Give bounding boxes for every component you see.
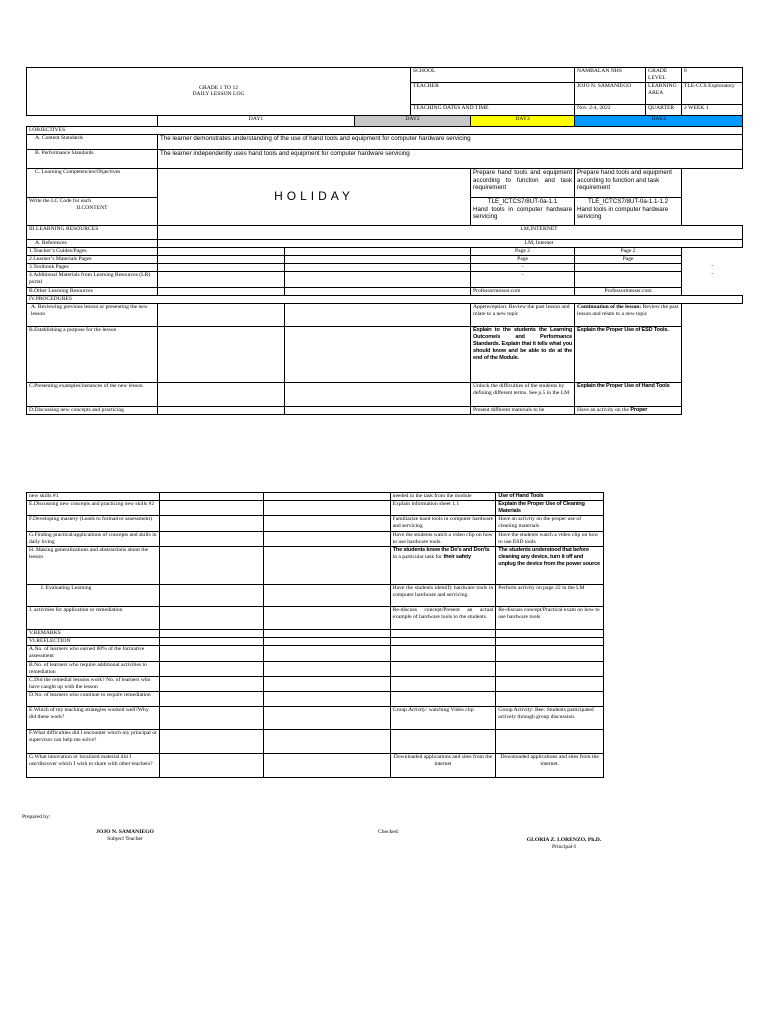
reflection-c-label: C.Did the remedial lessons work? No. of learners who have caught up with the lesson	[27, 676, 160, 691]
references-value: LM, Internet	[158, 239, 743, 247]
content-day4	[575, 197, 682, 225]
principal-role: Principal-I	[552, 844, 576, 851]
remarks-label: V.REMARKS	[27, 629, 160, 637]
log-title-line1: GRADE 1 TO 12	[198, 84, 239, 91]
dates-label: TEACHING DATES AND TIME	[411, 104, 575, 115]
mastery-day4: Have an activity on the proper use of cleaning materials	[496, 515, 604, 531]
resources-value: LM,INTERNET	[158, 225, 743, 239]
generalization-day3	[390, 546, 496, 584]
reflection-f-label: F.What difficulties did I encounter which my principal or supervisor can help me solve?	[27, 729, 160, 753]
performance-standards-label: B. Performance Standards	[27, 149, 158, 168]
examples-day3: Unlock the difficulties of the students by defining different terms. See p.5 in the LM	[471, 382, 575, 406]
review-day4	[575, 303, 682, 326]
tg-label: 1.Teacher’s Guides/Pages	[27, 247, 158, 255]
code-day4: TLE_ICTCS7/8UT-0a-1.1-1.2	[587, 197, 669, 205]
teacher-signature	[70, 829, 180, 844]
teacher-label: TEACHER	[411, 82, 575, 104]
dates-value: Nov. 2-4, 2022	[575, 104, 646, 115]
activities-day4: Re-discuss concept/Practical exam on how to use hardware tools	[496, 606, 604, 629]
purpose-label: B.Establishing a purpose for the lesson	[27, 326, 158, 382]
content-heading: II.CONTENT	[76, 204, 108, 211]
generalization-day3-text: in a particular task for	[392, 553, 443, 560]
reflection-g-label: G.What innovation or localized material did I use/discover which I wish to share with other teachers?	[27, 753, 160, 777]
reflection-e-label: E.Which of my teaching strategies worked well?Why did these work?	[27, 706, 160, 729]
quarter-value: 2 WEEK 1	[682, 104, 743, 115]
discuss2-day3: Explain information sheet 1.1	[390, 500, 496, 515]
day4-header: DAY4	[575, 115, 743, 126]
day2-header: DAY2	[355, 115, 471, 126]
discuss1-day3-cont: needed in the task from the module	[390, 493, 496, 501]
practical-day4: Have the students watch a video clip on how to use ESD tools	[496, 531, 604, 546]
reflection-e-day3-post: watching Video clip	[428, 706, 474, 713]
discuss1-day3: Present different materials to be	[471, 406, 575, 414]
examples-label: C.Presenting examples/instances of the new lesson	[27, 382, 158, 406]
other-resources-label: B.Other Learning Resources	[27, 287, 158, 295]
principal-signature	[514, 837, 614, 852]
content-value-day3: Hand tools in computer hardware servicing	[473, 205, 573, 221]
reflection-e-day3-italic: Activity:	[408, 706, 428, 713]
discuss1-day4	[575, 406, 682, 414]
tb-label: 3.Textbook Pages	[27, 263, 158, 271]
reflection-g-day4: Downloaded applications and sites from the internet.	[496, 753, 604, 777]
discuss1-day4-text: Have an activity on the	[577, 406, 629, 413]
tg-day3: Page 2	[471, 247, 575, 255]
content-standards-value: The learner demonstrates understanding of the use of hand tools and equipment for computer hardware servicing	[158, 134, 743, 149]
review-label: A. Reviewing previous lesson or presenting the new lesson	[27, 303, 158, 326]
holiday-cell	[158, 168, 471, 225]
competencies-day4: Prepare hand tools and equipment according to function and task requirement	[575, 168, 682, 197]
activities-day3: Re-discuss concept/Present an actual example of hardware tools to the students.	[390, 606, 496, 629]
lesson-log-table-page1	[26, 67, 743, 415]
area-label: LEARNING AREA	[646, 82, 682, 104]
lm-day3: Page	[471, 255, 575, 263]
school-value: NAMBALAN NHS	[575, 68, 646, 83]
content-value-day4: Hand tools in computer hardware servicing	[577, 205, 669, 221]
grade-label: GRADE LEVEL	[646, 68, 682, 83]
discuss1-day4-bold: Proper	[630, 406, 648, 413]
checked-label: Checked:	[378, 829, 400, 835]
teacher-name: JOJO N. SAMANIEGO	[96, 829, 154, 835]
review-day4-text: Review the past lesson and relate to a new topic	[577, 303, 679, 317]
generalization-label: H. Making generalizations and abstractions about the lesson	[27, 546, 160, 584]
lm-day4: Page	[575, 255, 682, 263]
lc-code-text: Write the LC Code for each	[29, 197, 92, 204]
discuss1-day4-cont: Use of Hand Tools	[496, 493, 604, 501]
discuss1-label: D.Discussing new concepts and practicing	[27, 406, 158, 414]
review-day3: Appereception: Review the past lesson and relate to a new topic	[471, 303, 575, 326]
examples-day4: Explain the Proper Use of Hand Tools	[575, 382, 682, 406]
other-resources-day3: Professormesser.com	[471, 287, 575, 295]
practical-day3: Have the students watch a video clip on how to use hardware tools.	[390, 531, 496, 546]
resources-label: III.LEARNING RESOURCES	[27, 225, 158, 239]
discuss2-day4: Explain the Proper Use of Cleaning Materials	[496, 500, 604, 515]
evaluation-label: I. Evaluating Learning	[27, 584, 160, 606]
principal-name: GLORIA Z. LORENZO, Ph.D.	[526, 837, 602, 843]
tb-day3: -	[471, 263, 575, 271]
generalization-day4: The students understood that before cleaning any device, turn it off and unplug the device from the power source	[496, 546, 604, 584]
addl-label: 4.Additional Materials from Learning Resources (LR) portal	[27, 271, 158, 287]
day1-header: DAY1	[158, 115, 355, 126]
school-label: SCHOOL	[411, 68, 575, 83]
reflection-e-day4: Group Activity: Bee: Students participated actively through group discussion.	[496, 706, 604, 729]
references-label: A. References	[27, 239, 158, 247]
competencies-label: C. Learning Competencies/Objectives	[27, 168, 158, 197]
purpose-day3: Explain to the students the Learning Outcome/s and Performance Standards. Explain that it tells what you should know and be able to do at the end of the Module.	[471, 326, 575, 382]
content-standards-label: A. Content Standards	[27, 134, 158, 149]
reflection-e-day3	[390, 706, 496, 729]
mastery-label: F.Developing mastery (Leads to formative assessment)	[27, 515, 160, 531]
code-day3: TLE_ICTCS7/8UT-0a-1.1	[487, 197, 558, 205]
reflection-b-label: B.No. of learners who require additional activities to remediation	[27, 661, 160, 676]
reflection-label: VI.REFLECTION	[27, 637, 160, 645]
review-day4-bold: Continuation of the lesson:	[577, 303, 642, 310]
teacher-value: JOJO N. SAMANIEGO	[575, 82, 646, 104]
generalization-day3-bold: The students know the Do's and Don'ts	[392, 546, 490, 553]
reflection-e-day3-pre: Group	[392, 706, 407, 713]
lc-code-label	[27, 197, 158, 225]
teacher-role: Subject Teacher	[107, 836, 143, 843]
purpose-day4: Explain the Proper Use of ESD Tools.	[575, 326, 682, 382]
performance-standards-value: The learner independently uses hand tools and equipment for computer hardware servicing	[158, 149, 743, 168]
discuss1-label-cont: new skills #1	[27, 493, 160, 501]
reflection-d-label: D.No. of learners who continue to require remediation	[27, 691, 160, 706]
reflection-a-label: A.No. of learners who earned 80% of the formative assessment	[27, 645, 160, 661]
prepared-by-label: Prepared by:	[22, 814, 51, 820]
content-day3	[471, 197, 575, 225]
competencies-day3: Prepare hand tools and equipment according to function and task requirement	[471, 168, 575, 197]
practical-label: G.Finding practical/applications of concepts and skills in daily living	[27, 531, 160, 546]
evaluation-day4: Perform activity on page 22 in the LM	[496, 584, 604, 606]
reflection-g-day3: Downloaded applications and sites from the internet	[390, 753, 496, 777]
addl-day3: -	[471, 271, 575, 287]
grade-value: 8	[682, 68, 743, 83]
day3-header: DAY3	[471, 115, 575, 126]
holiday-text: HOLIDAY	[274, 189, 354, 204]
tg-day4: Page 2	[575, 247, 682, 255]
log-title-line2: DAILY LESSON LOG	[192, 91, 245, 98]
lm-label: 2.Learner’s Materials Pages	[27, 255, 158, 263]
mastery-day3: Familiarize hand tools in computer hardware and servicing	[390, 515, 496, 531]
evaluation-day3: Have the students identify hardware tools in computer hardware and servicing.	[390, 584, 496, 606]
tb-day4: -	[682, 263, 743, 271]
procedures-heading: IV.PROCEDURES	[27, 295, 743, 303]
area-value: TLE-CCS Exploratory	[682, 82, 743, 104]
lesson-log-table-page2	[26, 492, 604, 778]
addl-day4: -	[682, 271, 743, 287]
generalization-day3-bold2: their safety	[443, 553, 471, 560]
activities-label: J. activities for application or remediation	[27, 606, 160, 629]
other-resources-day4: Professormesser.com	[575, 287, 682, 295]
objectives-heading: I.OBJECTIVES	[27, 126, 743, 134]
log-title	[27, 68, 411, 116]
quarter-label: QUARTER	[646, 104, 682, 115]
discuss2-label: E.Discussing new concepts and practicing new skills #2	[27, 500, 160, 515]
